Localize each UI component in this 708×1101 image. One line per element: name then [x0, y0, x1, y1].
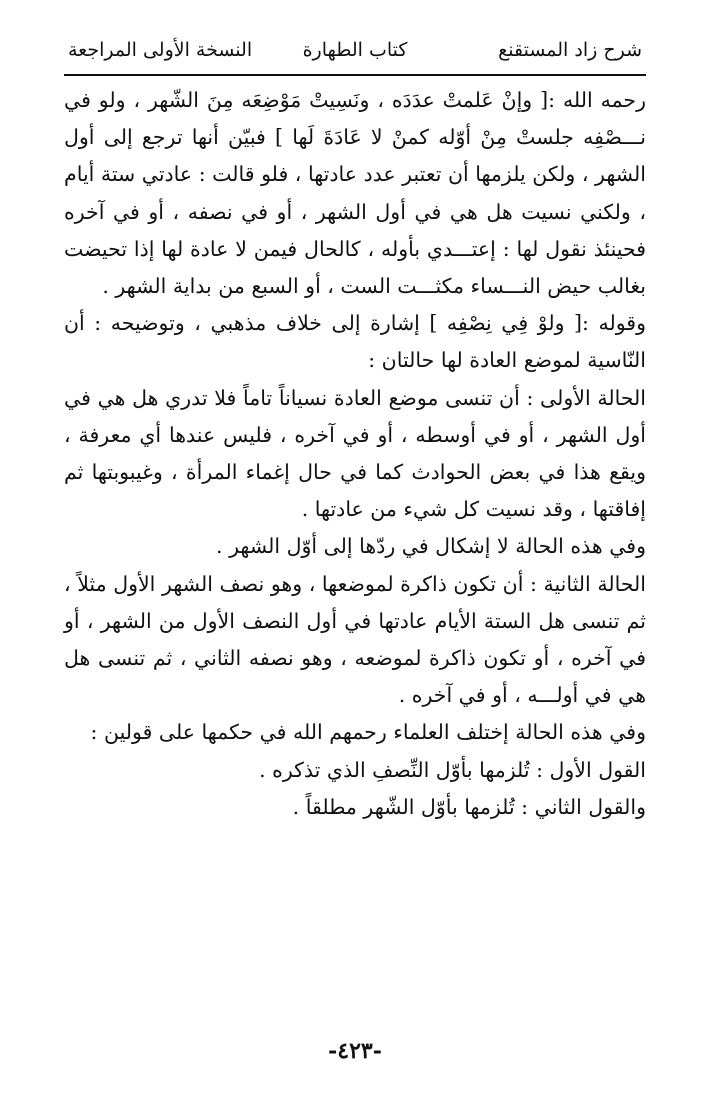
paragraph: وفي هذه الحالة إختلف العلماء رحمهم الله في حكمها على قولين :	[90, 720, 646, 745]
paragraph: والقول الثاني : تُلزمها بأوّل الشّهر مطلقاً .	[292, 794, 646, 819]
book-page	[64, 30, 646, 1070]
page-body	[64, 82, 646, 826]
paragraph: وفي هذه الحالة لا إشكال في ردّها إلى أوّل الشهر .	[216, 534, 646, 559]
page-header	[64, 30, 646, 76]
page-number: -٤٢٣-	[328, 1038, 382, 1064]
paragraph: الحالة الثانية : أن تكون ذاكرة لموضعها ، وهو نصف الشهر الأول مثلاً ، ثم تنسى هل الستة الأيام عادتها في أول النصف الأول من الشهر ، أو في آخره ، أو تكون ذاكرة لموضعه ، وهو نصفه الثاني ، ثم تنسى هل هي في أولـــه ، أو في آخره .	[64, 571, 646, 708]
paragraph: وقوله :[ ولوْ فِي نِصْفِه ] إشارة إلى خلاف مذهبي ، وتوضيحه : أن النّاسية لموضع العادة لها حالتان :	[64, 311, 646, 373]
edition-label: النسخة الأولى المراجعة	[68, 39, 253, 61]
book-title: شرح زاد المستقنع	[498, 39, 642, 61]
paragraph: الحالة الأولى : أن تنسى موضع العادة نسياناً تاماً فلا تدري هل هي في أول الشهر ، أو في أوسطه ، أو في آخره ، فليس عندها أي معرفة ، ويقع هذا في بعض الحوادث كما في حال إغماء المرأة ، وغيبوبتها ثم إفاقتها ، وقد نسيت كل شيء من عادتها .	[64, 385, 646, 522]
chapter-title: كتاب الطهارة	[302, 39, 408, 61]
paragraph: القول الأول : تُلزمها بأوّل النِّصفِ الذي تذكره .	[259, 757, 646, 782]
paragraph: رحمه الله :[ وإنْ عَلمتْ عدَدَه ، ونَسِيتْ مَوْضِعَه مِنَ الشّهر ، ولو في نـــصْفِه جلستْ مِنْ أوّله كمنْ لا عَادَةَ لَها ] فبيّن أنها ترجع إلى أول الشهر ، ولكن يلزمها أن تعتبر عدد عادتها ، فلو قالت : عادتي ستة أيام ، ولكني نسيت هل هي في أول الشهر ، أو في نصفه ، أو في آخره فحينئذ نقول لها : إعتـــدي بأوله ، كالحال فيمن لا عادة لها إذا تحيضت بغالب حيض النـــساء مكثـــت الست ، أو السبع من بداية الشهر .	[64, 88, 646, 299]
